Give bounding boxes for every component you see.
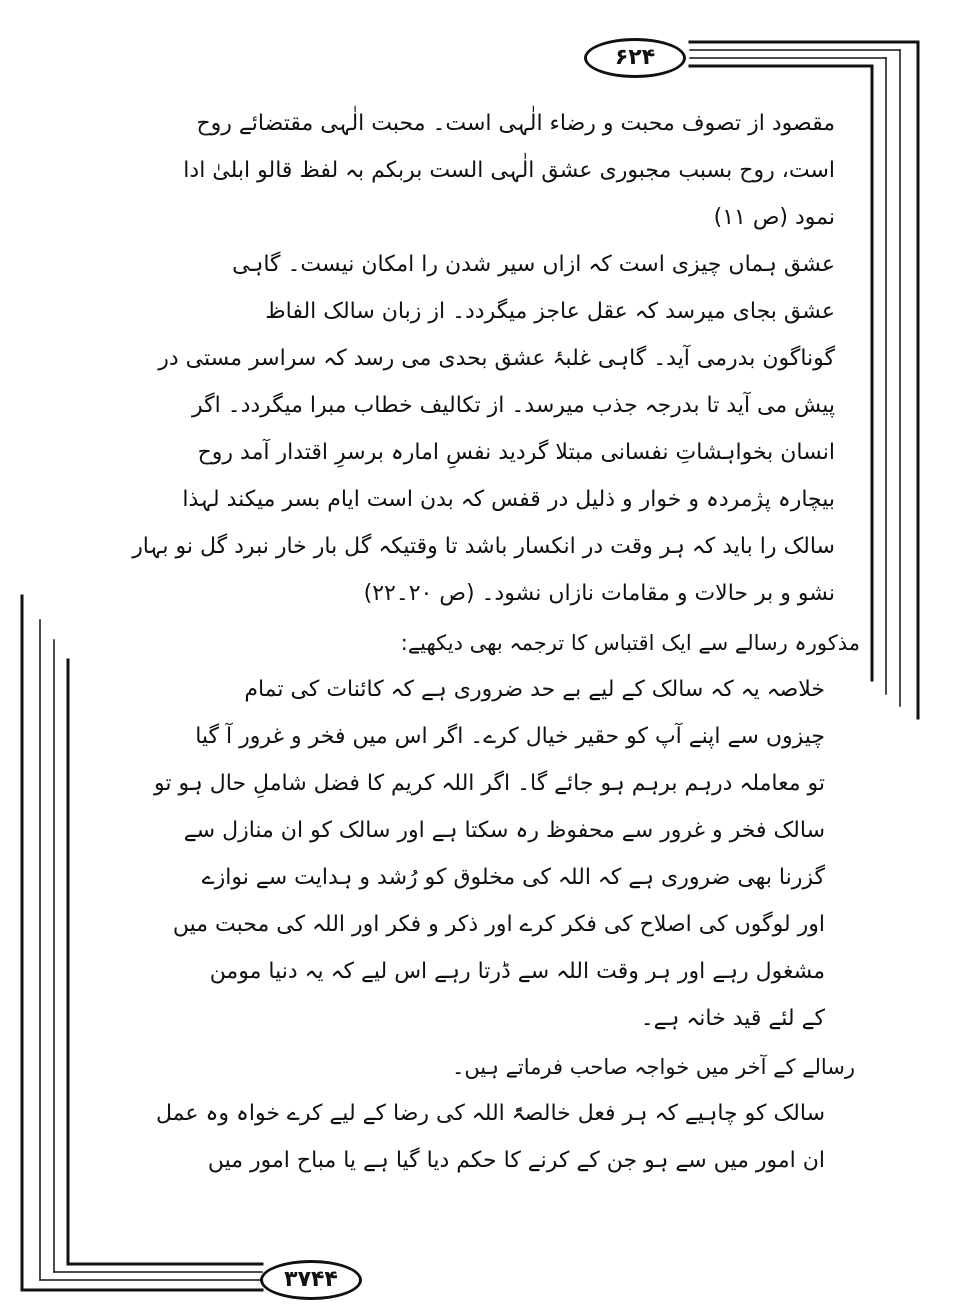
closing-passage: [155, 1090, 825, 1184]
text-line: اور لوگوں کی اصلاح کی فکر کرے اور ذکر و فکر اور اللہ کی محبت میں: [172, 912, 825, 937]
text-line: چیزوں سے اپنے آپ کو حقیر خیال کرے۔ اگر اس میں فخر و غرور آ گیا: [195, 724, 825, 749]
text-line: است، روح بسبب مجبوری عشق الٰہی الست بربکم بہ لفظ قالو ابلیٰ ادا: [183, 158, 835, 183]
translated-passage: [154, 666, 825, 1042]
page-number-top: ۶۲۴: [584, 38, 686, 78]
text-line: مشغول رہے اور ہر وقت اللہ سے ڈرتا رہے اس لیے کہ یہ دنیا مومن: [209, 959, 825, 984]
text-line: نشو و بر حالات و مقامات نازاں نشود۔ (ص ۲۰۔۲۲): [363, 581, 835, 606]
text-line: عشق ہماں چیزی است کہ ازاں سیر شدن را امکان نیست۔ گاہی: [232, 252, 835, 277]
page-number-bottom: ۳۷۴۴: [260, 1260, 362, 1300]
intro-line: رسالے کے آخر میں خواجہ صاحب فرماتے ہیں۔: [452, 1055, 855, 1079]
text-line: سالک کو چاہیے کہ ہر فعل خالصۃً اللہ کی رضا کے لیے کرے خواہ وہ عمل: [155, 1101, 825, 1126]
text-line: گزرنا بھی ضروری ہے کہ اللہ کی مخلوق کو رُشد و ہدایت سے نوازے: [201, 865, 825, 890]
text-line: انسان بخواہشاتِ نفسانی مبتلا گردید نفسِ امارہ برسرِ اقتدار آمد روح: [197, 440, 835, 465]
text-line: عشق بجای میرسد کہ عقل عاجز میگردد۔ از زبان سالک الفاظ: [265, 299, 835, 324]
text-line: کے لئے قید خانہ ہے۔: [640, 1006, 825, 1031]
text-line: تو معاملہ درہم برہم ہو جائے گا۔ اگر اللہ کریم کا فضل شاملِ حال ہو تو: [154, 771, 825, 796]
text-line: گوناگون بدرمی آید۔ گاہی غلبۂ عشق بحدی می رسد کہ سراسر مستی در: [158, 346, 835, 371]
text-line: خلاصہ یہ کہ سالک کے لیے بے حد ضروری ہے کہ کائنات کی تمام: [244, 677, 825, 702]
quoted-persian-passage: [132, 100, 835, 617]
text-line: سالک را باید کہ ہر وقت در انکسار باشد تا وقتیکہ گل بار خار نبرد گل نو بہار: [132, 534, 835, 559]
text-line: نمود (ص ۱۱): [713, 205, 835, 230]
text-line: سالک فخر و غرور سے محفوظ رہ سکتا ہے اور سالک کو ان منازل سے: [183, 818, 825, 843]
text-line: پیش می آید تا بدرجہ جذب میرسد۔ از تکالیف خطاب مبرا میگردد۔ اگر: [191, 393, 835, 418]
translation-intro: [400, 620, 860, 667]
intro-line: مذکورہ رسالے سے ایک اقتباس کا ترجمہ بھی دیکھیے:: [400, 631, 860, 655]
text-line: مقصود از تصوف محبت و رضاء الٰہی است۔ محبت الٰہی مقتضائے روح: [196, 111, 835, 136]
text-line: بیچارہ پژمردہ و خوار و ذلیل در قفس کہ بدن است ایام بسر میکند لہذا: [182, 487, 835, 512]
text-line: ان امور میں سے ہو جن کے کرنے کا حکم دیا گیا ہے یا مباح امور میں: [207, 1148, 825, 1173]
closing-intro: [452, 1044, 855, 1091]
